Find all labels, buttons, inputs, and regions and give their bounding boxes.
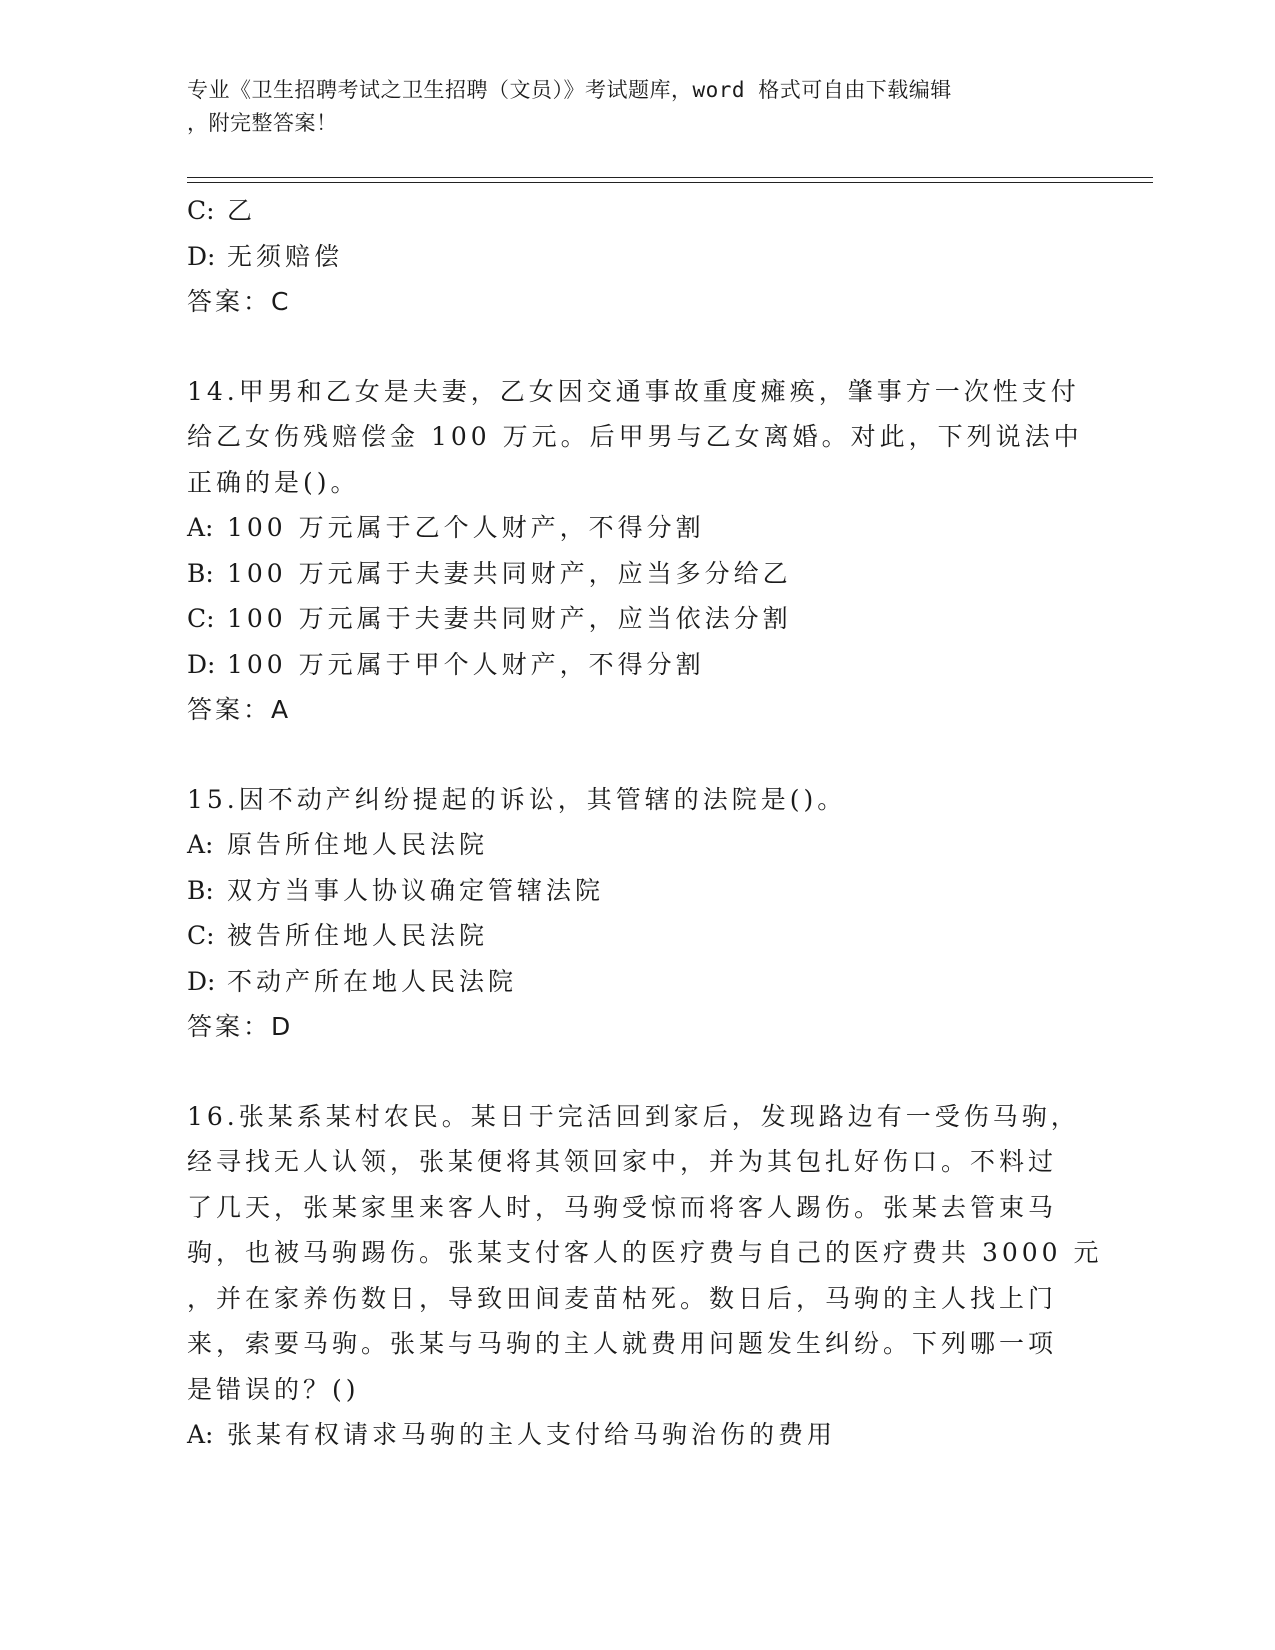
option-a (187, 822, 1087, 868)
prev-question-block (187, 188, 1087, 325)
option-label: D: (187, 966, 216, 996)
option-label: B: (187, 875, 214, 905)
header-line-1: 专业《卫生招聘考试之卫生招聘（文员）》考试题库，word 格式可自由下载编辑 (187, 78, 952, 102)
header-line-2: ，附完整答案！ (187, 111, 338, 135)
option-label: C: (187, 604, 215, 633)
question-14 (187, 369, 1087, 733)
option-b (187, 868, 1087, 914)
option-text: 100 万元属于夫妻共同财产，应当多分给乙 (227, 558, 792, 588)
question-stem-line: 给乙女伤残赔偿金 100 万元。后甲男与乙女离婚。对此，下列说法中 (187, 422, 1083, 451)
answer-line: 答案：C (187, 287, 292, 316)
option-text: 张某有权请求马驹的主人支付给马驹治伤的费用 (227, 1420, 837, 1449)
question-stem-line: 正确的是()。 (187, 467, 360, 497)
question-stem-line: 16.张某系某村农民。某日于完活回到家后，发现路边有一受伤马驹， (187, 1101, 1080, 1131)
option-label: A: (187, 513, 214, 542)
question-15 (187, 777, 1087, 1050)
option-text: 乙 (227, 196, 257, 225)
answer-line: 答案：D (187, 1012, 294, 1041)
page-header (187, 74, 1067, 140)
spacer (187, 1050, 1087, 1094)
answer-line: 答案：A (187, 695, 292, 724)
question-stem-line: 来，索要马驹。张某与马驹的主人就费用问题发生纠纷。下列哪一项 (187, 1329, 1058, 1358)
header-rule-bottom (187, 182, 1153, 183)
question-16 (187, 1094, 1103, 1458)
question-stem-line: 15.因不动产纠纷提起的诉讼，其管辖的法院是()。 (187, 784, 847, 814)
option-a (187, 1412, 1087, 1458)
spacer (187, 325, 1087, 369)
option-text: 100 万元属于夫妻共同财产，应当依法分割 (227, 604, 792, 633)
option-label: D: (187, 241, 216, 271)
option-text: 100 万元属于乙个人财产，不得分割 (227, 513, 705, 542)
spacer (187, 733, 1087, 777)
option-d (187, 234, 1087, 280)
option-c (187, 188, 1087, 234)
question-stem-line: 经寻找无人认领，张某便将其领回家中，并为其包扎好伤口。不料过 (187, 1147, 1058, 1176)
option-d (187, 642, 1087, 688)
question-stem-line: 是错误的？() (187, 1374, 360, 1404)
option-text: 原告所住地人民法院 (227, 830, 489, 859)
option-c (187, 596, 1087, 642)
option-label: C: (187, 921, 215, 950)
option-d (187, 959, 1087, 1005)
option-label: A: (187, 1420, 214, 1449)
option-a (187, 505, 1087, 551)
option-label: C: (187, 196, 215, 225)
option-label: A: (187, 830, 214, 859)
option-label: D: (187, 649, 216, 679)
question-stem-line: 14.甲男和乙女是夫妻，乙女因交通事故重度瘫痪，肇事方一次性支付 (187, 376, 1080, 406)
option-text: 无须赔偿 (227, 241, 344, 271)
option-text: 双方当事人协议确定管辖法院 (227, 875, 605, 905)
option-text: 100 万元属于甲个人财产，不得分割 (227, 649, 705, 679)
option-b (187, 551, 1087, 597)
option-c (187, 913, 1087, 959)
question-stem-line: 驹，也被马驹踢伤。张某支付客人的医疗费与自己的医疗费共 3000 元 (187, 1238, 1103, 1267)
question-stem-line: ，并在家养伤数日，导致田间麦苗枯死。数日后，马驹的主人找上门 (187, 1283, 1058, 1313)
question-content (187, 188, 1103, 1458)
option-text: 被告所住地人民法院 (227, 921, 489, 950)
option-label: B: (187, 558, 214, 588)
option-text: 不动产所在地人民法院 (227, 966, 518, 996)
question-stem-line: 了几天，张某家里来客人时，马驹受惊而将客人踢伤。张某去管束马 (187, 1192, 1058, 1222)
header-rule-top (187, 177, 1153, 178)
